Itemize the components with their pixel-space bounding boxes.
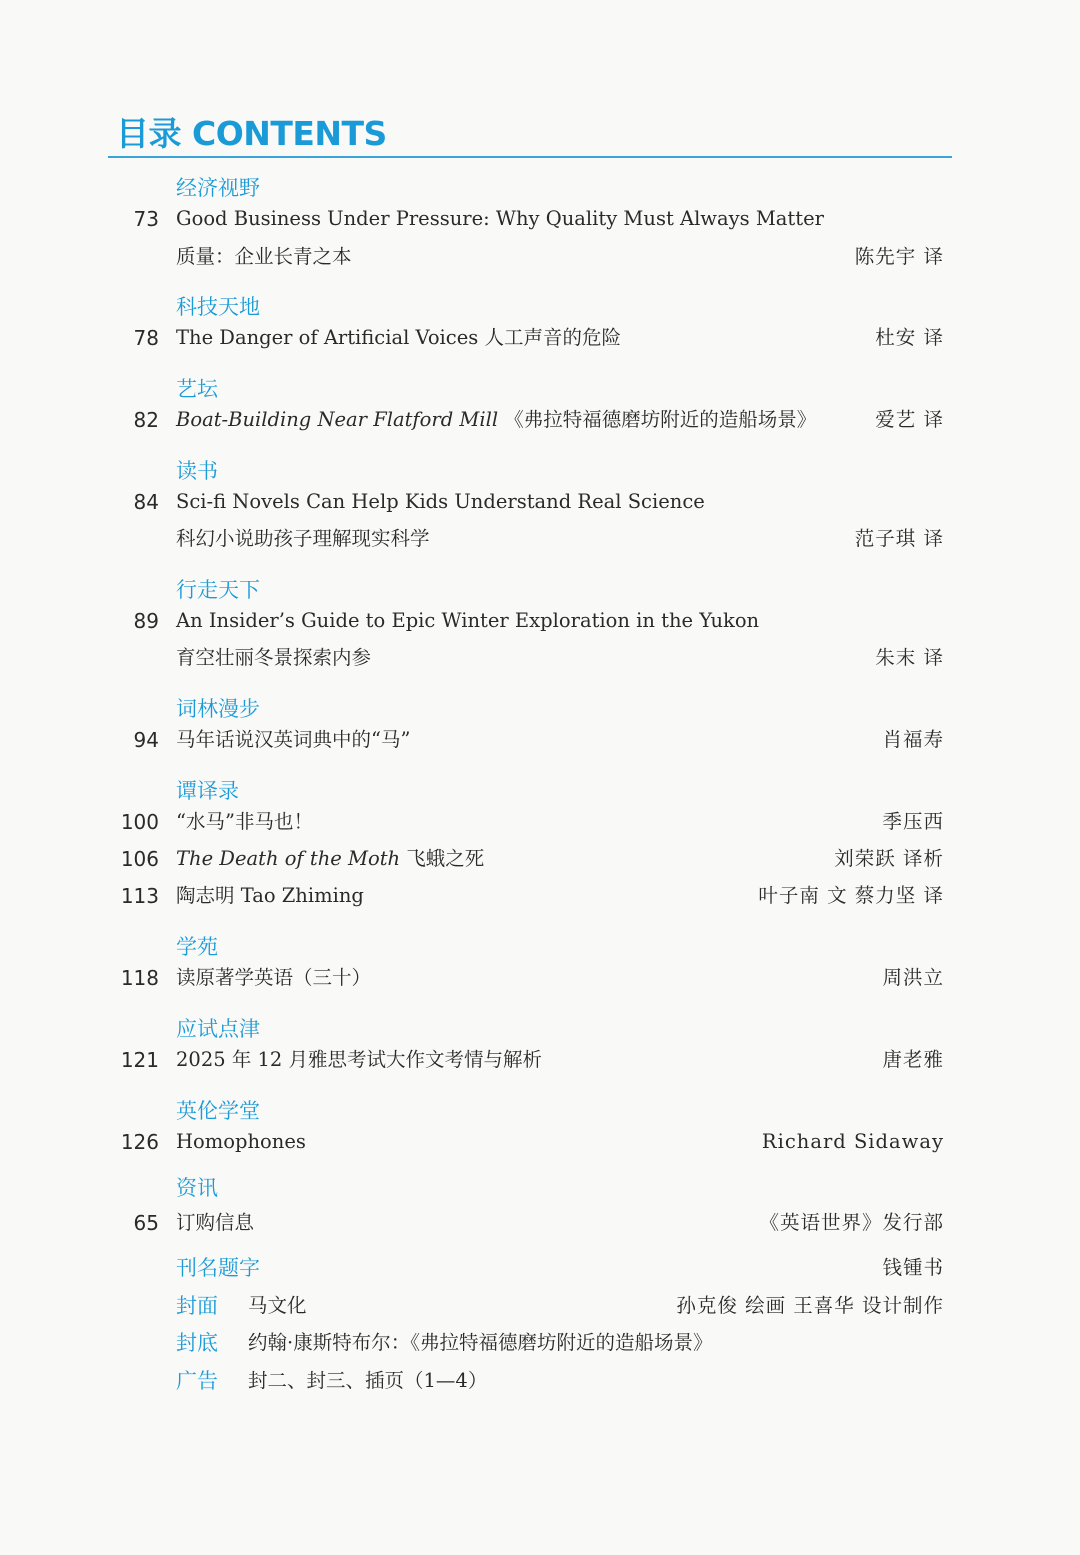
entry-title: 订购信息	[176, 1211, 255, 1234]
entry-author: 杜安 译	[875, 326, 944, 349]
page-number: 126	[120, 1130, 159, 1154]
entry-author: 肖福寿	[882, 728, 944, 751]
toc-entry[interactable]	[0, 605, 1080, 637]
credit-label: 封面	[176, 1294, 218, 1318]
credit-value: 马文化	[248, 1294, 307, 1317]
entry-author: 朱末 译	[875, 646, 944, 669]
section-title: 词林漫步	[176, 697, 260, 721]
header-rule	[108, 156, 952, 158]
page-number: 82	[133, 408, 159, 432]
entry-title-cn: 育空壮丽冬景探索内参	[176, 646, 372, 669]
toc-entry[interactable]	[0, 1044, 1080, 1076]
section-title: 应试点津	[176, 1017, 260, 1041]
toc-entry[interactable]	[0, 1207, 1080, 1239]
section-title: 资讯	[176, 1176, 218, 1200]
page-number: 121	[120, 1048, 159, 1072]
page-number: 100	[120, 810, 159, 834]
credit-back-cover	[0, 1327, 1080, 1359]
toc-entry[interactable]	[0, 880, 1080, 912]
page-number: 78	[133, 326, 159, 350]
entry-author: 周洪立	[882, 966, 944, 989]
credit-author: 钱锺书	[882, 1256, 944, 1279]
section-title: 科技天地	[176, 295, 260, 319]
entry-title: 2025 年 12 月雅思考试大作文考情与解析	[176, 1048, 543, 1071]
credit-value: 约翰·康斯特布尔：《弗拉特福德磨坊附近的造船场景》	[248, 1331, 713, 1354]
toc-entry[interactable]	[0, 1126, 1080, 1158]
entry-title-en: Good Business Under Pressure: Why Quality Must Always Matter	[176, 207, 824, 230]
entry-title	[176, 404, 816, 436]
toc-entry-line2	[0, 642, 1080, 674]
toc-entry[interactable]	[0, 843, 1080, 875]
toc-entry[interactable]	[0, 724, 1080, 756]
entry-title-cn: 科幻小说助孩子理解现实科学	[176, 527, 430, 550]
entry-title: 读原著学英语（三十）	[176, 966, 372, 989]
toc-entry[interactable]	[0, 404, 1080, 436]
entry-title-cn: 飞蛾之死	[406, 847, 485, 870]
entry-author: 刘荣跃 译析	[834, 847, 944, 870]
toc-entry-line2	[0, 523, 1080, 555]
entry-author: 《英语世界》发行部	[759, 1211, 944, 1234]
entry-title-cn: 《弗拉特福德磨坊附近的造船场景》	[504, 408, 817, 431]
entry-title-en: Sci-fi Novels Can Help Kids Understand Real Science	[176, 490, 705, 513]
section-title: 艺坛	[176, 377, 218, 401]
credit-masthead	[0, 1252, 1080, 1284]
entry-author: 季压西	[882, 810, 944, 833]
entry-title: The Danger of Artificial Voices 人工声音的危险	[176, 326, 621, 349]
credit-author: 孙克俊 绘画 王喜华 设计制作	[676, 1294, 944, 1317]
credit-label: 刊名题字	[176, 1256, 260, 1280]
entry-author: 唐老雅	[882, 1048, 944, 1071]
page-number: 84	[133, 490, 159, 514]
page-number: 65	[133, 1211, 159, 1235]
credit-cover	[0, 1290, 1080, 1322]
page-number: 73	[133, 207, 159, 231]
page-number: 113	[120, 884, 159, 908]
section-title: 谭译录	[176, 779, 239, 803]
toc-entry-line2	[0, 241, 1080, 273]
entry-title	[176, 843, 484, 875]
entry-title: “水马”非马也！	[176, 810, 313, 833]
toc-entry[interactable]	[0, 203, 1080, 235]
entry-author: Richard Sidaway	[761, 1130, 944, 1153]
entry-title-en: An Insider’s Guide to Epic Winter Exploration in the Yukon	[176, 609, 760, 632]
page-title: 目录 CONTENTS	[116, 114, 387, 153]
entry-author: 范子琪 译	[854, 527, 944, 550]
toc-entry[interactable]	[0, 962, 1080, 994]
page-number: 94	[133, 728, 159, 752]
credit-label: 广告	[176, 1369, 218, 1393]
entry-title-cn: 质量：企业长青之本	[176, 245, 352, 268]
entry-author: 爱艺 译	[875, 408, 944, 431]
entry-author: 陈先宇 译	[854, 245, 944, 268]
section-title: 行走天下	[176, 578, 260, 602]
section-title: 英伦学堂	[176, 1099, 260, 1123]
credit-ads	[0, 1365, 1080, 1397]
page-number: 118	[120, 966, 159, 990]
section-title: 经济视野	[176, 176, 260, 200]
toc-entry[interactable]	[0, 486, 1080, 518]
credit-label: 封底	[176, 1331, 218, 1355]
page-number: 106	[120, 847, 159, 871]
entry-title: Homophones	[176, 1130, 306, 1153]
toc-entry[interactable]	[0, 806, 1080, 838]
section-title: 学苑	[176, 935, 218, 959]
entry-author: 叶子南 文 蔡力坚 译	[758, 884, 944, 907]
credit-value: 封二、封三、插页（1—4）	[248, 1369, 488, 1392]
page-number: 89	[133, 609, 159, 633]
entry-title: 马年话说汉英词典中的“马”	[176, 728, 411, 751]
entry-title-en: The Death of the Moth	[176, 847, 401, 870]
section-title: 读书	[176, 459, 218, 483]
toc-entry[interactable]	[0, 322, 1080, 354]
entry-title: 陶志明 Tao Zhiming	[176, 884, 364, 907]
entry-title-en: Boat-Building Near Flatford Mill	[176, 408, 499, 431]
